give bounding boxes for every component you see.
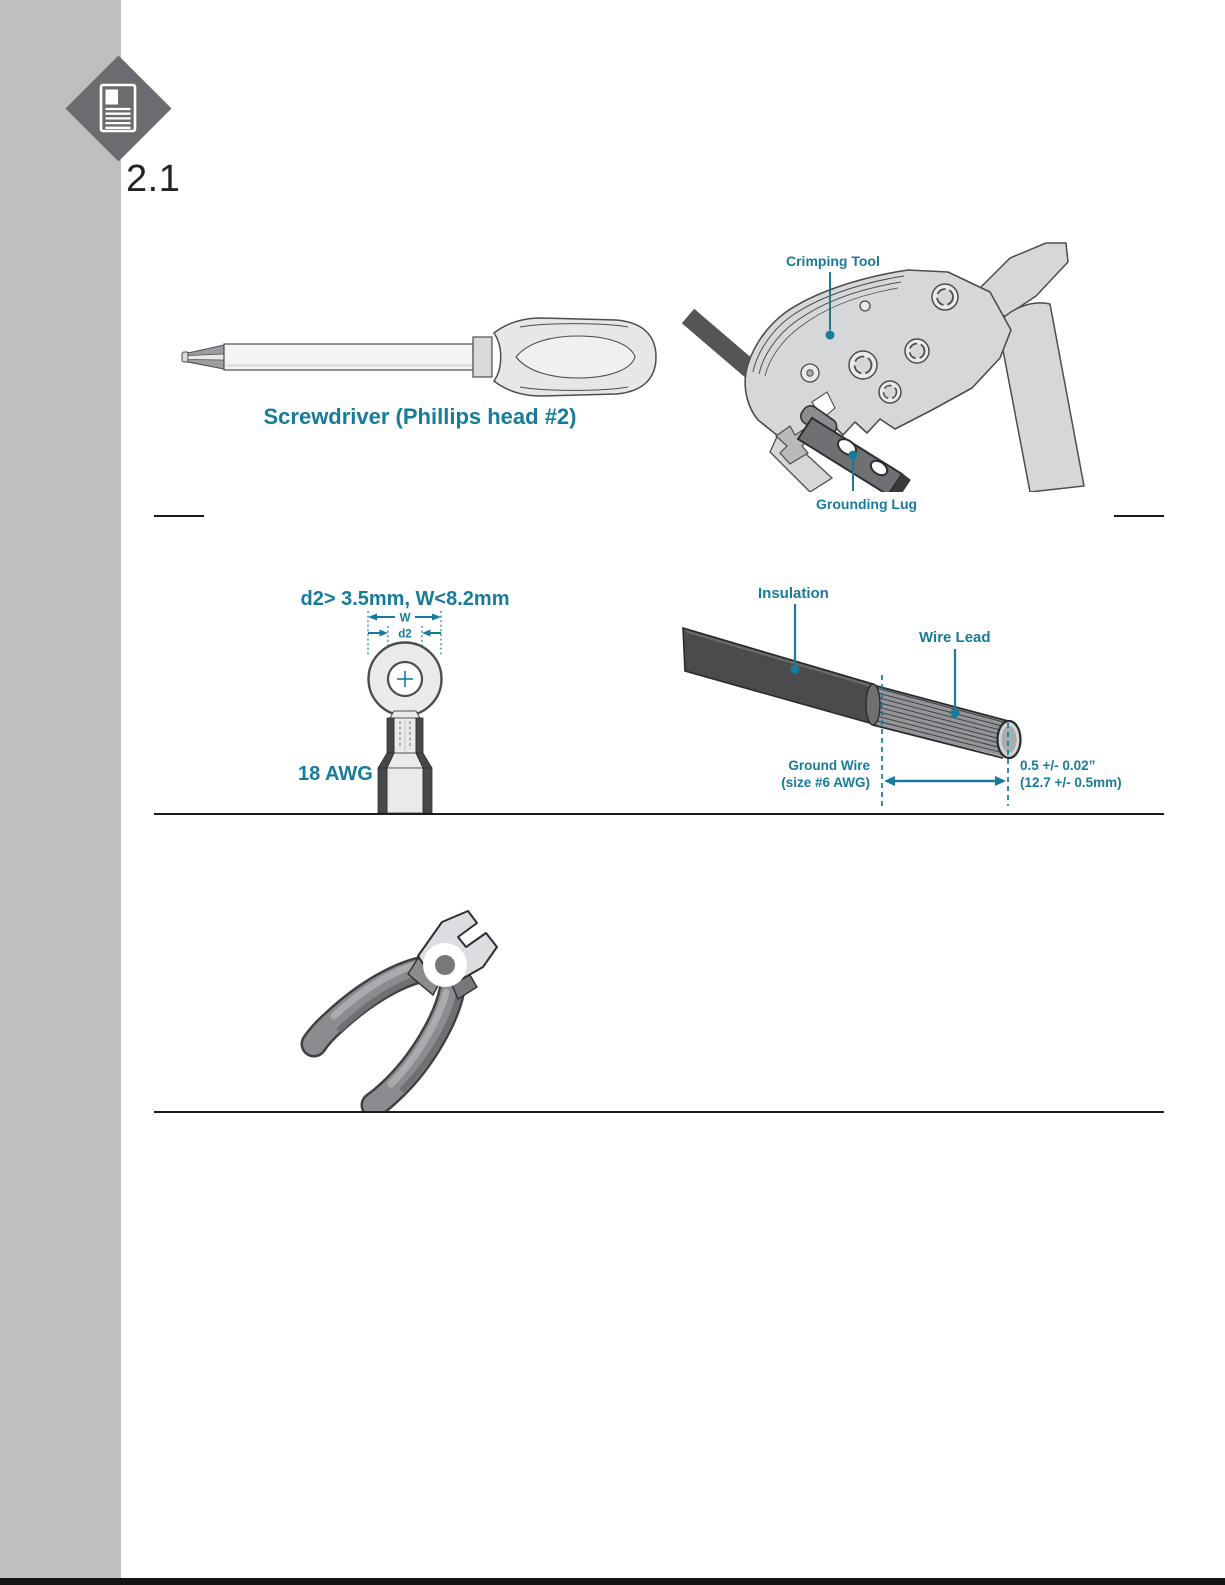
screwdriver-caption: Screwdriver (Phillips head #2) <box>263 404 577 429</box>
dim-label-w: W <box>399 612 411 625</box>
gauge-label: 18 AWG <box>298 763 373 785</box>
figure-ring-terminal <box>295 581 515 813</box>
strip-length-label <box>1020 757 1150 791</box>
figure-pliers <box>300 908 505 1113</box>
divider-right-dash <box>1114 515 1164 517</box>
figure-screwdriver <box>178 308 662 438</box>
figure-crimping-tool <box>680 250 1125 512</box>
screwdriver-illustration <box>178 313 662 401</box>
ground-wire-label-line2: (size #6 AWG) <box>781 775 870 790</box>
ground-wire-label-line1: Ground Wire <box>788 758 870 773</box>
left-margin-bar <box>0 0 121 1578</box>
document-icon <box>99 83 137 133</box>
divider-left-dash <box>154 515 204 517</box>
insulation-label: Insulation <box>758 585 829 602</box>
wire-lead-label: Wire Lead <box>919 629 991 646</box>
strip-length-label-line2: (12.7 +/- 0.5mm) <box>1020 775 1122 790</box>
dim-label-d2: d2 <box>398 628 412 641</box>
page-footer-bar <box>0 1578 1225 1585</box>
section-number: 2.1 <box>126 158 181 200</box>
crimping-tool-label: Crimping Tool <box>786 253 880 269</box>
ring-terminal-title: d2> 3.5mm, W<8.2mm <box>300 588 510 610</box>
ground-wire-label <box>710 757 870 791</box>
divider-2 <box>154 813 1164 815</box>
crimping-tool-illustration <box>680 240 1125 492</box>
strip-length-label-line1: 0.5 +/- 0.02” <box>1020 758 1096 773</box>
divider-3 <box>154 1111 1164 1113</box>
figure-wire <box>650 581 1130 813</box>
grounding-lug-label: Grounding Lug <box>816 496 918 512</box>
pliers-illustration <box>300 908 505 1113</box>
